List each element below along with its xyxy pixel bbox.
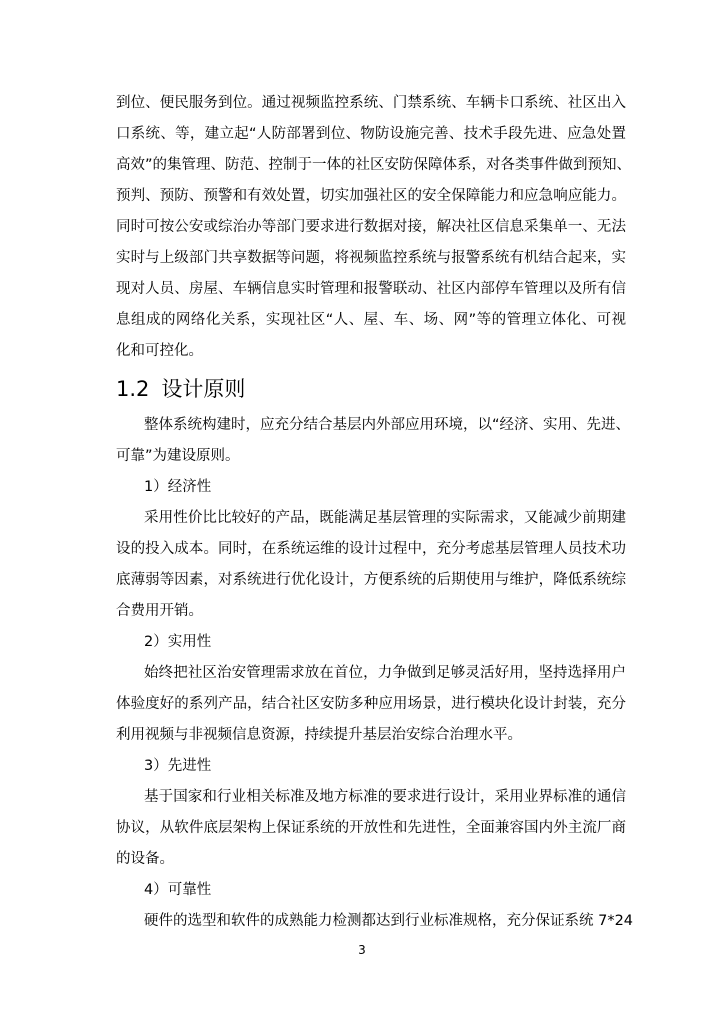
paragraph-line: 体验度好的系列产品，结合社区安防多种应用场景，进行模块化设计封装，充分: [116, 696, 626, 712]
paragraph-line: 设的投入成本。同时，在系统运维的设计过程中，充分考虑基层管理人员技术功: [116, 541, 626, 557]
paragraph-line: 实时与上级部门共享数据等问题，将视频监控系统与报警系统有机结合起来，实: [116, 250, 626, 266]
paragraph-line: 底薄弱等因素，对系统进行优化设计，方便系统的后期使用与维护，降低系统综: [116, 572, 626, 588]
paragraph-line: 息组成的网络化关系，实现社区“人、屋、车、场、网”等的管理立体化、可视: [116, 312, 626, 328]
paragraph-line: 到位、便民服务到位。通过视频监控系统、门禁系统、车辆卡口系统、社区出入: [116, 95, 626, 111]
paragraph-line: 预判、预防、预警和有效处置，切实加强社区的安全保障能力和应急响应能力。: [116, 188, 626, 204]
paragraph-line: 利用视频与非视频信息资源，持续提升基层治安综合治理水平。: [116, 727, 522, 743]
paragraph-line: 基于国家和行业相关标准及地方标准的要求进行设计，采用业界标准的通信: [144, 789, 626, 805]
principle-label: 1）经济性: [144, 479, 212, 495]
principle-label: 4）可靠性: [144, 882, 212, 898]
paragraph-line: 可靠”为建设原则。: [116, 448, 240, 464]
paragraph-line: 合费用开销。: [116, 603, 203, 619]
paragraph-line: 协议，从软件底层架构上保证系统的开放性和先进性，全面兼容国内外主流厂商: [116, 820, 626, 836]
principle-label: 3）先进性: [144, 758, 212, 774]
section-heading: [116, 375, 245, 403]
paragraph-line: 的设备。: [116, 851, 174, 867]
page-number: 3: [358, 943, 366, 957]
section-title: 设计原则: [161, 377, 246, 401]
paragraph-line: 同时可按公安或综治办等部门要求进行数据对接，解决社区信息采集单一、无法: [116, 219, 626, 235]
section-number: 1.2: [116, 377, 150, 401]
paragraph-line: 口系统、等，建立起“人防部署到位、物防设施完善、技术手段先进、应急处置: [116, 126, 626, 142]
paragraph-line: 硬件的选型和软件的成熟能力检测都达到行业标准规格，充分保证系统 7*24: [144, 913, 634, 929]
paragraph-line: 现对人员、房屋、车辆信息实时管理和报警联动、社区内部停车管理以及所有信: [116, 281, 626, 297]
paragraph-line: 整体系统构建时，应充分结合基层内外部应用环境，以“经济、实用、先进、: [144, 417, 631, 433]
paragraph-line: 始终把社区治安管理需求放在首位，力争做到足够灵活好用，坚持选择用户: [144, 665, 626, 681]
paragraph-line: 高效”的集管理、防范、控制于一体的社区安防保障体系，对各类事件做到预知、: [116, 157, 632, 173]
paragraph-line: 采用性价比比较好的产品，既能满足基层管理的实际需求，又能减少前期建: [144, 510, 626, 526]
paragraph-line: 化和可控化。: [116, 343, 203, 359]
principle-label: 2）实用性: [144, 634, 212, 650]
